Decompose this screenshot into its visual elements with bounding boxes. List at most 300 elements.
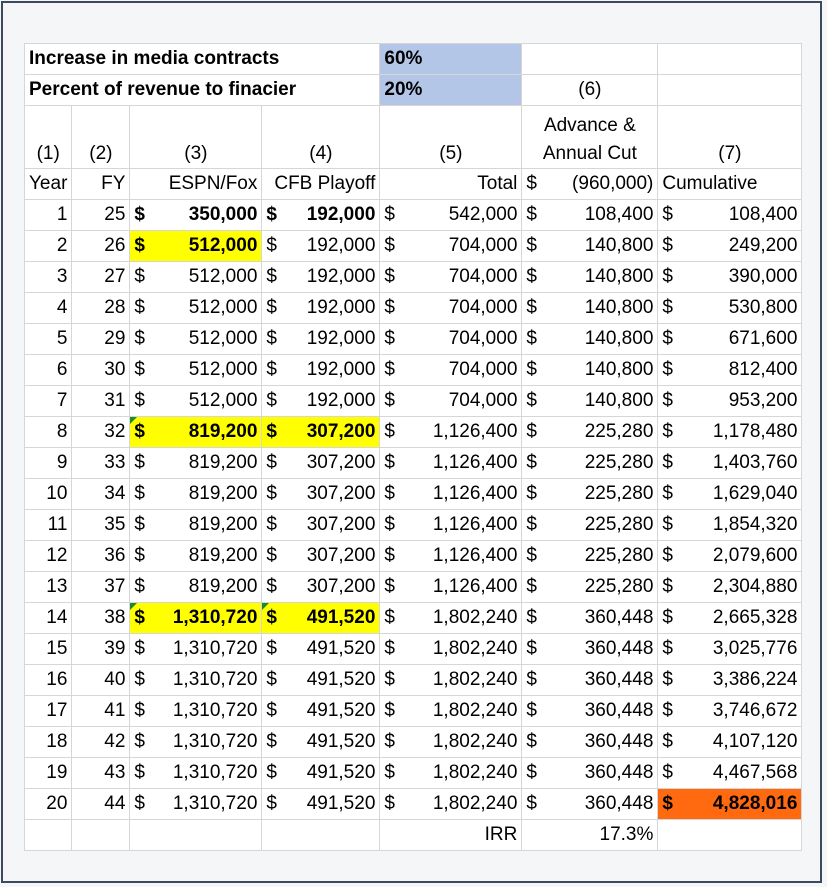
- increase-value-cell[interactable]: [380, 44, 522, 75]
- cell-fy[interactable]: [72, 572, 130, 603]
- cell-fy[interactable]: [72, 727, 130, 758]
- cum-amount: 1,629,040: [712, 483, 798, 504]
- cell-total[interactable]: [380, 293, 522, 324]
- fy-value: 40: [104, 669, 126, 690]
- espn-amount: 1,310,720: [172, 669, 258, 690]
- cut-amount: 360,448: [584, 638, 654, 659]
- espn-value: [134, 386, 257, 416]
- currency-symbol: $: [662, 204, 673, 225]
- cell-year[interactable]: [25, 417, 72, 448]
- fy-value: 36: [104, 545, 126, 566]
- cell-cum[interactable]: [658, 758, 802, 789]
- currency-symbol: $: [384, 576, 395, 597]
- cell-total[interactable]: [380, 324, 522, 355]
- espn-amount: 1,310,720: [172, 762, 258, 783]
- cell-fy[interactable]: [72, 231, 130, 262]
- cfb-value: [266, 293, 375, 323]
- table-row: [25, 231, 802, 262]
- cell-cfb[interactable]: [262, 231, 380, 262]
- cut-amount: 360,448: [584, 669, 654, 690]
- currency-symbol: $: [662, 390, 673, 411]
- cum-value: [662, 386, 797, 416]
- cell-total[interactable]: [380, 386, 522, 417]
- header-col6[interactable]: [522, 106, 658, 169]
- cell-cut[interactable]: [522, 293, 658, 324]
- percent-label-cell[interactable]: [25, 75, 380, 106]
- cell-cfb[interactable]: [262, 386, 380, 417]
- fy-value: 26: [104, 235, 126, 256]
- cell-total[interactable]: [380, 200, 522, 231]
- cell-total[interactable]: [380, 417, 522, 448]
- cell-year[interactable]: [25, 510, 72, 541]
- table-row: [25, 355, 802, 386]
- currency-symbol: $: [662, 235, 673, 256]
- cell-total[interactable]: [380, 696, 522, 727]
- currency-symbol: $: [384, 545, 395, 566]
- header-col7[interactable]: [658, 106, 802, 169]
- espn-amount: 1,310,720: [172, 793, 258, 814]
- cum-value: [662, 355, 797, 385]
- header-espn-text: ESPN/Fox: [168, 173, 258, 194]
- header-col5[interactable]: [380, 106, 522, 169]
- cell-cut[interactable]: [522, 696, 658, 727]
- irr-empty-cell[interactable]: [262, 820, 380, 851]
- espn-value: [134, 572, 257, 602]
- cell-cum[interactable]: [658, 634, 802, 665]
- currency-symbol: $: [526, 700, 537, 721]
- fy-value: 31: [104, 390, 126, 411]
- currency-symbol: $: [266, 297, 277, 318]
- irr-value-cell[interactable]: [522, 820, 658, 851]
- currency-symbol: $: [134, 483, 145, 504]
- cell-fy[interactable]: [72, 789, 130, 820]
- cell-cum[interactable]: [658, 789, 802, 820]
- irr-empty-cell[interactable]: [658, 820, 802, 851]
- cell-cum[interactable]: [658, 417, 802, 448]
- total-value: [384, 324, 517, 354]
- year-value: 16: [46, 669, 68, 690]
- cell-espn[interactable]: [130, 634, 262, 665]
- currency-symbol: $: [526, 483, 537, 504]
- cell-fy[interactable]: [72, 386, 130, 417]
- cell-cum[interactable]: [658, 603, 802, 634]
- cut-amount: 225,280: [584, 483, 654, 504]
- cell-cum[interactable]: [658, 200, 802, 231]
- cell-total[interactable]: [380, 634, 522, 665]
- cell-total[interactable]: [380, 541, 522, 572]
- cell-cut[interactable]: [522, 231, 658, 262]
- total-amount: 1,126,400: [432, 576, 518, 597]
- year-value: 14: [46, 607, 68, 628]
- cfb-value: [266, 479, 375, 509]
- currency-symbol: $: [266, 700, 277, 721]
- cell-total[interactable]: [380, 231, 522, 262]
- espn-value: [134, 603, 257, 633]
- cell-cut[interactable]: [522, 634, 658, 665]
- total-amount: 1,126,400: [432, 514, 518, 535]
- cell-cfb[interactable]: [262, 696, 380, 727]
- cut-amount: 140,800: [584, 328, 654, 349]
- cell-fy[interactable]: [72, 262, 130, 293]
- cfb-value: [266, 789, 375, 819]
- cell-year[interactable]: [25, 603, 72, 634]
- currency-symbol: $: [526, 173, 537, 194]
- cum-amount: 1,178,480: [712, 421, 798, 442]
- cell-year[interactable]: [25, 324, 72, 355]
- cell-year[interactable]: [25, 262, 72, 293]
- cell-year[interactable]: [25, 479, 72, 510]
- increase-label-cell[interactable]: [25, 44, 380, 75]
- currency-symbol: $: [662, 731, 673, 752]
- cell-espn[interactable]: [130, 603, 262, 634]
- cell-year[interactable]: [25, 200, 72, 231]
- cut-amount: 140,800: [584, 359, 654, 380]
- cell-total[interactable]: [380, 603, 522, 634]
- cell-total[interactable]: [380, 448, 522, 479]
- cell-cfb[interactable]: [262, 541, 380, 572]
- fy-value: 41: [104, 700, 126, 721]
- cfb-value: [266, 696, 375, 726]
- cell-cfb[interactable]: [262, 417, 380, 448]
- cell-cut[interactable]: [522, 417, 658, 448]
- total-value: [384, 665, 517, 695]
- year-value: 5: [56, 328, 68, 349]
- year-value: 7: [56, 390, 68, 411]
- currency-symbol: $: [662, 700, 673, 721]
- cut-amount: 225,280: [584, 545, 654, 566]
- cell-cum[interactable]: [658, 262, 802, 293]
- year-value: 11: [47, 514, 68, 535]
- cfb-amount: 307,200: [306, 545, 376, 566]
- increase-col6-cell[interactable]: [522, 44, 658, 75]
- cell-total[interactable]: [380, 727, 522, 758]
- cfb-amount: 491,520: [306, 762, 376, 783]
- cell-total[interactable]: [380, 355, 522, 386]
- cell-fy[interactable]: [72, 417, 130, 448]
- cell-espn[interactable]: [130, 293, 262, 324]
- espn-value: [134, 634, 257, 664]
- header-year[interactable]: [25, 169, 72, 200]
- cfb-amount: 491,520: [306, 793, 376, 814]
- irr-label-cell[interactable]: [380, 820, 522, 851]
- cell-year[interactable]: [25, 448, 72, 479]
- cum-value: [662, 665, 797, 695]
- total-value: [384, 727, 517, 757]
- cell-fy[interactable]: [72, 293, 130, 324]
- table-row: [25, 448, 802, 479]
- header-espn[interactable]: [130, 169, 262, 200]
- cell-cum[interactable]: [658, 510, 802, 541]
- currency-symbol: $: [384, 359, 395, 380]
- cell-cfb[interactable]: [262, 603, 380, 634]
- currency-symbol: $: [134, 328, 145, 349]
- cell-espn[interactable]: [130, 386, 262, 417]
- cell-cum[interactable]: [658, 665, 802, 696]
- espn-amount: 819,200: [188, 545, 258, 566]
- cell-cfb[interactable]: [262, 572, 380, 603]
- cell-year[interactable]: [25, 727, 72, 758]
- cell-cum[interactable]: [658, 727, 802, 758]
- cfb-amount: 491,520: [306, 731, 376, 752]
- cell-cfb[interactable]: [262, 789, 380, 820]
- cell-espn[interactable]: [130, 448, 262, 479]
- cell-cfb[interactable]: [262, 510, 380, 541]
- cell-cum[interactable]: [658, 541, 802, 572]
- currency-symbol: $: [134, 669, 145, 690]
- cell-fy[interactable]: [72, 665, 130, 696]
- cell-cum[interactable]: [658, 324, 802, 355]
- cell-espn[interactable]: [130, 758, 262, 789]
- cell-espn[interactable]: [130, 665, 262, 696]
- currency-symbol: $: [384, 514, 395, 535]
- cell-cum[interactable]: [658, 231, 802, 262]
- cell-total[interactable]: [380, 262, 522, 293]
- cell-cut[interactable]: [522, 727, 658, 758]
- cut-value: [526, 541, 653, 571]
- cell-year[interactable]: [25, 293, 72, 324]
- cell-cut[interactable]: [522, 324, 658, 355]
- total-amount: 704,000: [448, 235, 518, 256]
- header-col1[interactable]: [25, 106, 72, 169]
- cell-year[interactable]: [25, 789, 72, 820]
- cell-fy[interactable]: [72, 355, 130, 386]
- cell-espn[interactable]: [130, 510, 262, 541]
- cell-espn[interactable]: [130, 231, 262, 262]
- cell-total[interactable]: [380, 479, 522, 510]
- cell-cfb[interactable]: [262, 324, 380, 355]
- cell-total[interactable]: [380, 510, 522, 541]
- currency-symbol: $: [384, 297, 395, 318]
- year-value: 12: [46, 545, 68, 566]
- total-value: [384, 758, 517, 788]
- cell-fy[interactable]: [72, 510, 130, 541]
- cell-espn[interactable]: [130, 324, 262, 355]
- table-row: [25, 293, 802, 324]
- cell-espn[interactable]: [130, 696, 262, 727]
- currency-symbol: $: [384, 700, 395, 721]
- header-cumulative[interactable]: [658, 169, 802, 200]
- cell-total[interactable]: [380, 789, 522, 820]
- cell-espn[interactable]: [130, 727, 262, 758]
- currency-symbol: $: [662, 576, 673, 597]
- cell-cfb[interactable]: [262, 262, 380, 293]
- espn-amount: 512,000: [188, 359, 258, 380]
- fy-value: 44: [104, 793, 126, 814]
- header-total[interactable]: [380, 169, 522, 200]
- currency-symbol: $: [134, 514, 145, 535]
- cell-fy[interactable]: [72, 603, 130, 634]
- year-value: 8: [56, 421, 68, 442]
- cell-cum[interactable]: [658, 696, 802, 727]
- cell-fy[interactable]: [72, 448, 130, 479]
- espn-value: [134, 355, 257, 385]
- cell-cut[interactable]: [522, 789, 658, 820]
- espn-value: [134, 510, 257, 540]
- table-row: [25, 417, 802, 448]
- cell-cfb[interactable]: [262, 355, 380, 386]
- cell-cfb[interactable]: [262, 758, 380, 789]
- fy-value: 30: [104, 359, 126, 380]
- total-amount: 1,802,240: [432, 762, 518, 783]
- cut-amount: 360,448: [584, 731, 654, 752]
- cell-espn[interactable]: [130, 355, 262, 386]
- currency-symbol: $: [662, 607, 673, 628]
- currency-symbol: $: [134, 359, 145, 380]
- percent-col7-cell[interactable]: [658, 75, 802, 106]
- cell-year[interactable]: [25, 634, 72, 665]
- cell-total[interactable]: [380, 665, 522, 696]
- cell-year[interactable]: [25, 231, 72, 262]
- currency-symbol: $: [134, 576, 145, 597]
- cell-cfb[interactable]: [262, 448, 380, 479]
- cut-value: [526, 355, 653, 385]
- irr-empty-cell[interactable]: [25, 820, 72, 851]
- espn-amount: 819,200: [188, 483, 258, 504]
- cell-cut[interactable]: [522, 262, 658, 293]
- cell-cfb[interactable]: [262, 727, 380, 758]
- header-fy[interactable]: [72, 169, 130, 200]
- cum-value: [662, 603, 797, 633]
- year-value: 1: [56, 204, 68, 225]
- cell-fy[interactable]: [72, 696, 130, 727]
- cfb-value: [266, 355, 375, 385]
- cell-cut[interactable]: [522, 572, 658, 603]
- currency-symbol: $: [266, 266, 277, 287]
- espn-amount: 819,200: [188, 576, 258, 597]
- cum-value: [662, 572, 797, 602]
- cell-fy[interactable]: [72, 634, 130, 665]
- header-advance[interactable]: [522, 169, 658, 200]
- header-col6-number: (6): [578, 79, 602, 100]
- total-amount: 1,802,240: [432, 700, 518, 721]
- cell-cum[interactable]: [658, 293, 802, 324]
- espn-amount: 1,310,720: [172, 700, 258, 721]
- cell-cum[interactable]: [658, 355, 802, 386]
- cell-cum[interactable]: [658, 479, 802, 510]
- cell-cfb[interactable]: [262, 200, 380, 231]
- currency-symbol: $: [662, 669, 673, 690]
- cfb-amount: 192,000: [306, 204, 376, 225]
- currency-symbol: $: [384, 390, 395, 411]
- cell-year[interactable]: [25, 355, 72, 386]
- percent-col6-cell[interactable]: [522, 75, 658, 106]
- header-col2[interactable]: [72, 106, 130, 169]
- cfb-value: [266, 510, 375, 540]
- year-value: 18: [46, 731, 68, 752]
- percent-value-cell[interactable]: [380, 75, 522, 106]
- fy-value: 33: [104, 452, 126, 473]
- cfb-amount: 192,000: [306, 266, 376, 287]
- header-col6-line2: Annual Cut: [542, 143, 637, 164]
- header-cumulative-text: Cumulative: [662, 173, 758, 194]
- cell-year[interactable]: [25, 572, 72, 603]
- cell-fy[interactable]: [72, 200, 130, 231]
- cell-espn[interactable]: [130, 572, 262, 603]
- espn-amount: 1,310,720: [172, 731, 258, 752]
- cell-cut[interactable]: [522, 448, 658, 479]
- param-row-percent: [25, 75, 802, 106]
- cfb-amount: 491,520: [306, 607, 376, 628]
- cell-cut[interactable]: [522, 510, 658, 541]
- cfb-value: [266, 262, 375, 292]
- irr-empty-cell[interactable]: [72, 820, 130, 851]
- irr-empty-cell[interactable]: [130, 820, 262, 851]
- cell-cut[interactable]: [522, 386, 658, 417]
- cell-year[interactable]: [25, 696, 72, 727]
- cut-amount: 225,280: [584, 576, 654, 597]
- currency-symbol: $: [266, 204, 277, 225]
- cut-amount: 140,800: [584, 297, 654, 318]
- cfb-value: [266, 572, 375, 602]
- cell-cum[interactable]: [658, 448, 802, 479]
- irr-table: [24, 43, 802, 851]
- cell-cut[interactable]: [522, 200, 658, 231]
- total-amount: 1,802,240: [432, 793, 518, 814]
- cell-espn[interactable]: [130, 479, 262, 510]
- currency-symbol: $: [266, 235, 277, 256]
- cell-espn[interactable]: [130, 417, 262, 448]
- cut-value: [526, 789, 653, 819]
- cell-year[interactable]: [25, 541, 72, 572]
- cum-amount: 3,746,672: [712, 700, 798, 721]
- cell-cut[interactable]: [522, 603, 658, 634]
- increase-col7-cell[interactable]: [658, 44, 802, 75]
- cell-fy[interactable]: [72, 758, 130, 789]
- cell-year[interactable]: [25, 758, 72, 789]
- total-value: [384, 510, 517, 540]
- year-value: 17: [46, 700, 68, 721]
- cell-cut[interactable]: [522, 758, 658, 789]
- cum-amount: 2,665,328: [712, 607, 798, 628]
- cell-year[interactable]: [25, 665, 72, 696]
- cell-espn[interactable]: [130, 200, 262, 231]
- cell-fy[interactable]: [72, 479, 130, 510]
- cfb-value: [266, 634, 375, 664]
- cell-cfb[interactable]: [262, 293, 380, 324]
- cell-total[interactable]: [380, 572, 522, 603]
- espn-value: [134, 758, 257, 788]
- cut-value: [526, 727, 653, 757]
- cut-value: [526, 696, 653, 726]
- cell-cum[interactable]: [658, 572, 802, 603]
- espn-amount: 1,310,720: [172, 607, 258, 628]
- cell-cut[interactable]: [522, 479, 658, 510]
- cell-cut[interactable]: [522, 665, 658, 696]
- cut-value: [526, 386, 653, 416]
- cell-year[interactable]: [25, 386, 72, 417]
- header-col3[interactable]: [130, 106, 262, 169]
- cell-total[interactable]: [380, 758, 522, 789]
- cell-espn[interactable]: [130, 789, 262, 820]
- cell-fy[interactable]: [72, 324, 130, 355]
- cell-espn[interactable]: [130, 541, 262, 572]
- cell-espn[interactable]: [130, 262, 262, 293]
- cell-cfb[interactable]: [262, 665, 380, 696]
- fy-value: 43: [104, 762, 126, 783]
- header-cfb[interactable]: [262, 169, 380, 200]
- cfb-value: [266, 386, 375, 416]
- cell-cum[interactable]: [658, 386, 802, 417]
- header-col2-text: (2): [89, 143, 113, 164]
- cell-cut[interactable]: [522, 355, 658, 386]
- cell-cfb[interactable]: [262, 479, 380, 510]
- cell-cut[interactable]: [522, 541, 658, 572]
- currency-symbol: $: [526, 762, 537, 783]
- cell-cfb[interactable]: [262, 634, 380, 665]
- cell-fy[interactable]: [72, 541, 130, 572]
- header-col4[interactable]: [262, 106, 380, 169]
- currency-symbol: $: [526, 390, 537, 411]
